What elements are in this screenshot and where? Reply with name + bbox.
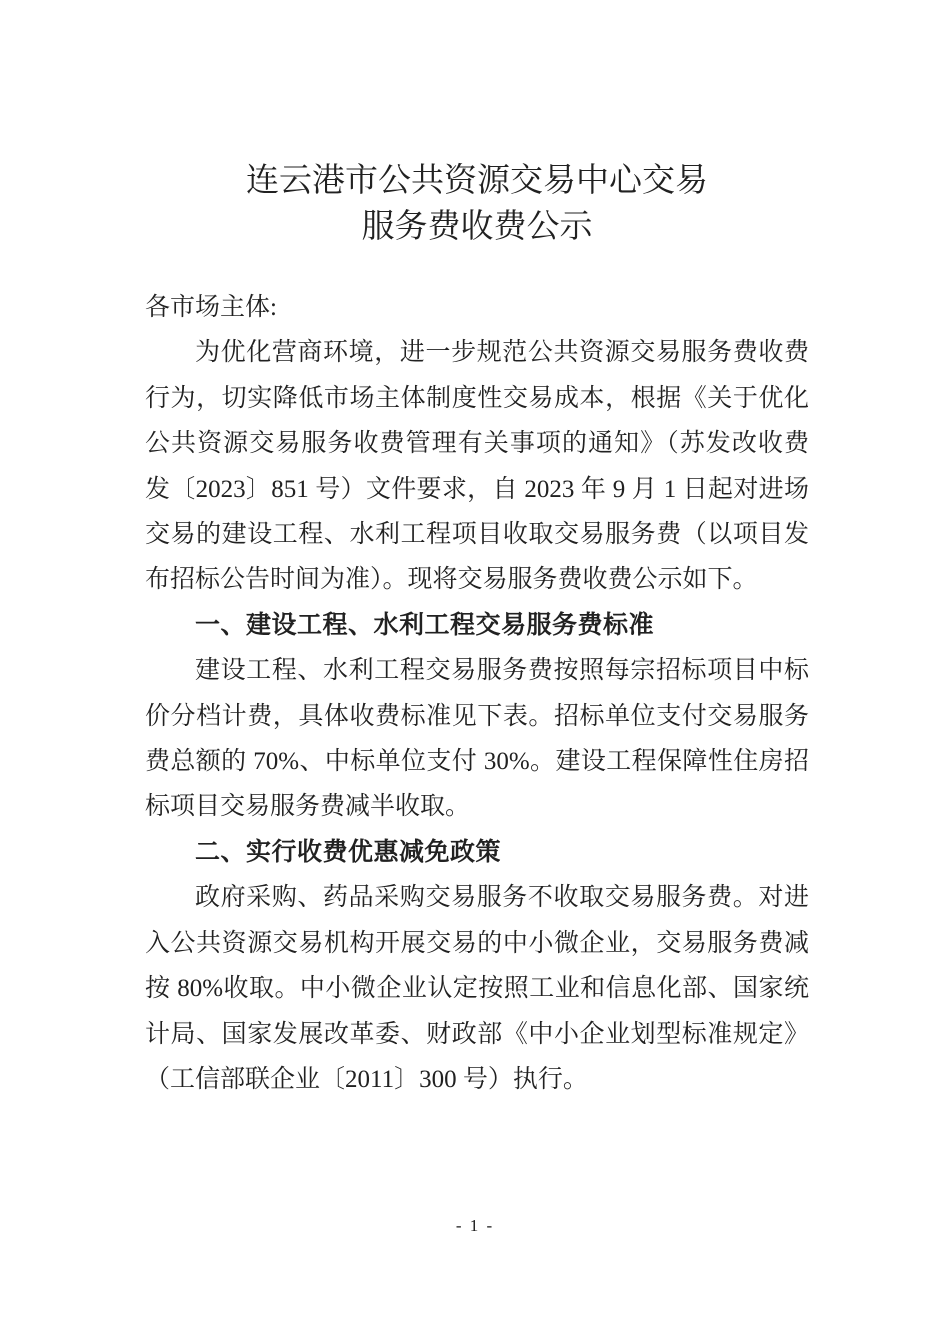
paragraph-line: 发〔2023〕851 号）文件要求，自 2023 年 9 月 1 日起对进场 (145, 475, 809, 503)
paragraph-line: 按 80%收取。中小微企业认定按照工业和信息化部、国家统 (145, 975, 809, 1003)
paragraph (145, 875, 809, 1102)
page-number: - 1 - (455, 1216, 495, 1235)
page-title-line-2: 服务费收费公示 (361, 209, 593, 245)
paragraph (145, 330, 809, 602)
paragraph-line: 为优化营商环境，进一步规范公共资源交易服务费收费 (195, 339, 809, 367)
paragraph-line: 交易的建设工程、水利工程项目收取交易服务费（以项目发 (145, 521, 809, 549)
page-title-line-1: 连云港市公共资源交易中心交易 (246, 163, 708, 199)
paragraph-line: 价分档计费，具体收费标准见下表。招标单位支付交易服务 (145, 702, 809, 730)
paragraph-line: 政府采购、药品采购交易服务不收取交易服务费。对进 (195, 884, 809, 912)
paragraph-line: 计局、国家发展改革委、财政部《中小企业划型标准规定》 (145, 1020, 809, 1048)
paragraph-line: （工信部联企业〔2011〕300 号）执行。 (145, 1065, 588, 1093)
page-title (145, 158, 809, 250)
document-body (145, 330, 809, 1102)
paragraph-line: 费总额的 70%、中标单位支付 30%。建设工程保障性住房招 (145, 748, 809, 776)
paragraph-line: 标项目交易服务费减半收取。 (145, 793, 471, 821)
paragraph-line: 布招标公告时间为准）。现将交易服务费收费公示如下。 (145, 566, 758, 594)
paragraph-line: 行为，切实降低市场主体制度性交易成本，根据《关于优化 (145, 384, 809, 412)
paragraph-line: 入公共资源交易机构开展交易的中小微企业，交易服务费减 (145, 929, 809, 957)
paragraph-line: 建设工程、水利工程交易服务费按照每宗招标项目中标 (195, 657, 809, 685)
section-heading: 一、建设工程、水利工程交易服务费标准 (195, 610, 655, 639)
section-heading: 二、实行收费优惠减免政策 (195, 837, 502, 866)
salutation: 各市场主体: (145, 294, 277, 321)
paragraph (145, 648, 809, 830)
paragraph-line: 公共资源交易服务收费管理有关事项的通知》（苏发改收费 (145, 430, 809, 458)
